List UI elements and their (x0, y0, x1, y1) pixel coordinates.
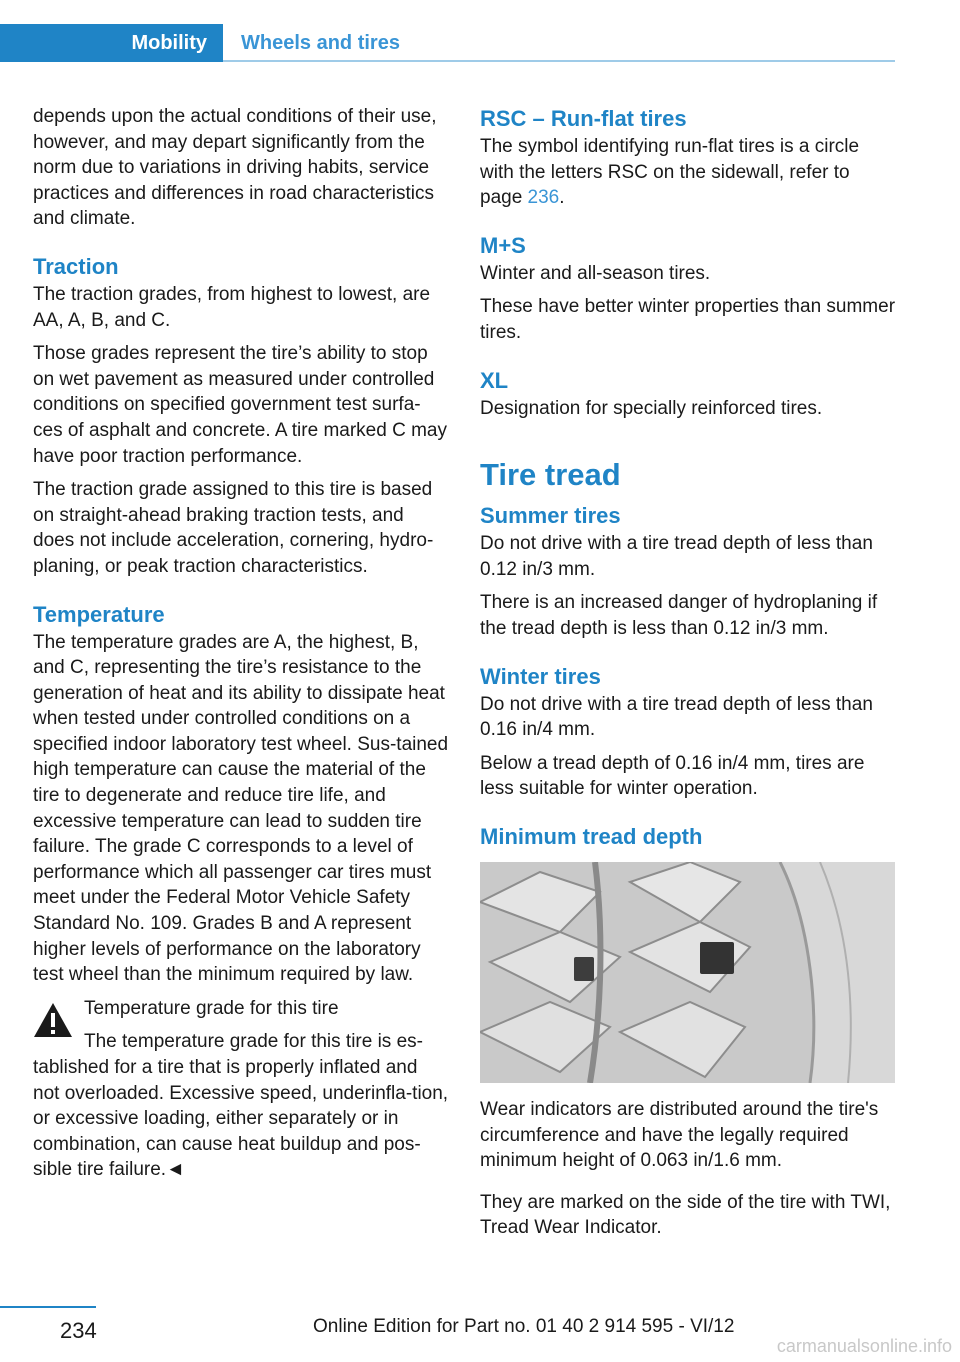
rsc-paragraph (480, 134, 896, 211)
tire-tread-heading: Tire tread (480, 457, 621, 493)
tire-tread-illustration (480, 862, 895, 1083)
right-column (480, 104, 896, 1249)
wear-indicators-paragraph: Wear indicators are distributed around the tire's circumference and have the legally required minimum height of 0.063 in/1.6 mm. (480, 1098, 879, 1172)
footer-rule (0, 1306, 96, 1308)
traction-paragraph-3: The traction grade assigned to this tire is based on straight-ahead braking traction tests, and does not include acceleration, cornering, hydro-planing, or peak traction characteristics. (33, 479, 434, 577)
rsc-text: The symbol identifying run-flat tires is a circle with the letters RSC on the sidewall, refer to page (480, 136, 860, 209)
winter-tires-heading: Winter tires (480, 663, 601, 689)
warning-triangle-icon (33, 1002, 73, 1038)
rsc-text-end: . (559, 187, 565, 209)
intro-paragraph: depends upon the actual conditions of their use, however, and may depart significantly from the norm due to variations in driving habits, service practices and differences in road characteristics and climate. (33, 106, 437, 230)
winter-paragraph-2: Below a tread depth of 0.16 in/4 mm, tires are less suitable for winter operation. (480, 752, 865, 800)
twi-paragraph: They are marked on the side of the tire with TWI, Tread Wear Indicator. (480, 1191, 891, 1239)
xl-heading: XL (480, 367, 509, 393)
edition-text: Online Edition for Part no. 01 40 2 914 595 - VI/12 (313, 1316, 735, 1337)
summer-paragraph-2: There is an increased danger of hydroplaning if the tread depth is less than 0.12 in/3 mm. (480, 592, 878, 639)
traction-paragraph-2: Those grades represent the tire’s ability to stop on wet pavement as measured under controlled conditions on specified government test surfa-ces of asphalt and concrete. A tire marked C may have poor traction performance. (33, 343, 447, 467)
header-tabs (0, 24, 895, 62)
tab-wheels-and-tires[interactable]: Wheels and tires (241, 31, 400, 54)
traction-heading: Traction (33, 253, 119, 279)
ms-paragraph-2: These have better winter properties than summer tires. (480, 296, 896, 343)
winter-paragraph-1: Do not drive with a tire tread depth of less than 0.16 in/4 mm. (480, 693, 873, 741)
minimum-tread-depth-heading: Minimum tread depth (480, 823, 703, 849)
tab-mobility[interactable]: Mobility (0, 24, 223, 62)
rsc-heading: RSC – Run-flat tires (480, 106, 687, 131)
temperature-heading: Temperature (33, 601, 165, 627)
left-column (33, 104, 449, 1191)
warning-title: Temperature grade for this tire (84, 997, 339, 1019)
summer-paragraph-1: Do not drive with a tire tread depth of less than 0.12 in/3 mm. (480, 533, 873, 580)
ms-paragraph-1: Winter and all-season tires. (480, 262, 711, 284)
watermark: carmanualsonline.info (776, 1336, 952, 1356)
header-divider (223, 60, 895, 62)
traction-paragraph-1: The traction grades, from highest to lowest, are AA, A, B, and C. (33, 283, 431, 331)
page-number: 234 (60, 1318, 97, 1343)
xl-paragraph: Designation for specially reinforced tires. (480, 397, 823, 419)
ms-heading: M+S (480, 232, 526, 258)
warning-text: The temperature grade for this tire is es-tablished for a tire that is properly inflated and not overloaded. Excessive speed, underinfla-tion, or excessive loading, either separately or in combination, can cause heat buildup and pos-sible tire failure.◄ (33, 1031, 449, 1181)
warning-block (33, 996, 449, 1183)
temperature-paragraph: The temperature grades are A, the highest, B, and C, representing the tire’s resistance to the generation of heat and its ability to dissipate heat when tested under controlled conditions on a specified indoor laboratory test wheel. Sus-tained high temperature can cause the material of the tire to degenerate and reduce tire life, and excessive temperature can lead to sudden tire failure. The grade C corresponds to a level of performance which all passenger car tires must meet under the Federal Motor Vehicle Safety Standard No. 109. Grades B and A represent higher levels of performance on the laboratory test wheel than the minimum required by law. (33, 631, 449, 986)
summer-tires-heading: Summer tires (480, 503, 621, 529)
page-236-link[interactable]: 236 (527, 187, 560, 209)
